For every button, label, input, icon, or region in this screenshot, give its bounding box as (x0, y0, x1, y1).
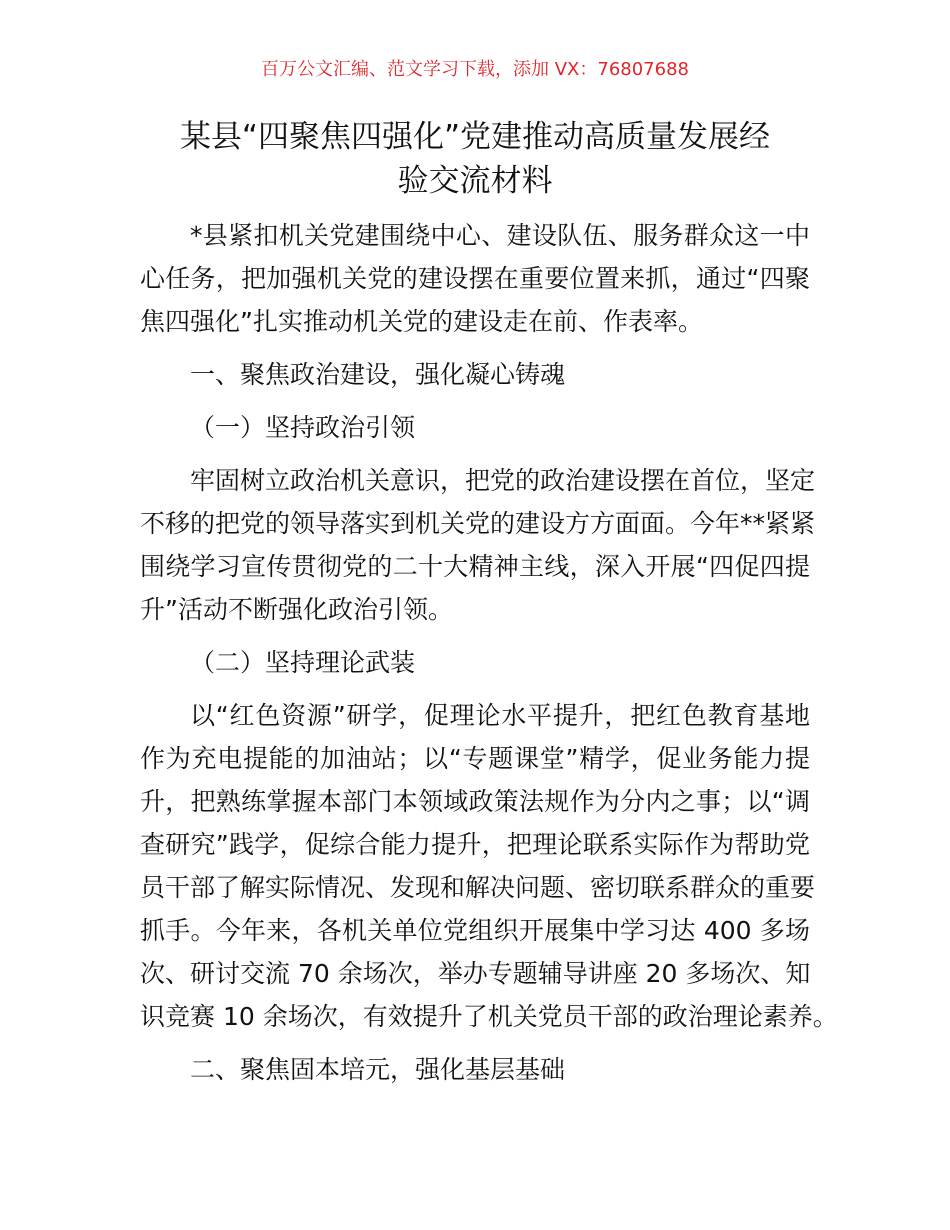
text-line: 员干部了解实际情况、发现和解决问题、密切联系群众的重要 (140, 873, 816, 902)
document-body (140, 214, 838, 1101)
text-line: 焦四强化”扎实推动机关党的建设走在前、作表率。 (140, 307, 703, 336)
text-line: 以“红色资源”研学，促理论水平提升，把红色教育基地 (190, 701, 810, 730)
text-line: 升”活动不断强化政治引领。 (140, 595, 453, 624)
text-line: 次、研讨交流 70 余场次，举办专题辅导讲座 20 多场次、知 (140, 959, 811, 988)
paragraph (140, 214, 810, 343)
title-line: 验交流材料 (397, 163, 553, 199)
text-line: 牢固树立政治机关意识，把党的政治建设摆在首位，坚定 (190, 466, 816, 495)
section-heading (140, 406, 810, 449)
title-line: 某县“四聚焦四强化”党建推动高质量发展经 (179, 119, 771, 155)
header-banner: 百万公文汇编、范文学习下载，添加 VX：76807688 (261, 59, 689, 80)
text-line: （一）坚持政治引领 (190, 413, 416, 442)
paragraph (140, 694, 838, 1038)
text-line: 不移的把党的领导落实到机关党的建设方方面面。今年**紧紧 (140, 509, 816, 538)
section-heading (140, 641, 810, 684)
text-line: 抓手。今年来，各机关单位党组织开展集中学习达 400 多场 (140, 916, 810, 945)
text-line: 心任务，把加强机关党的建设摆在重要位置来抓，通过“四聚 (140, 264, 810, 293)
text-line: （二）坚持理论武装 (190, 648, 416, 677)
text-line: 升，把熟练掌握本部门本领域政策法规作为分内之事；以“调 (140, 787, 810, 816)
text-line: 二、聚焦固本培元，强化基层基础 (190, 1055, 566, 1084)
text-line: 作为充电提能的加油站；以“专题课堂”精学，促业务能力提 (140, 744, 810, 773)
text-line: 一、聚焦政治建设，强化凝心铸魂 (190, 360, 566, 389)
section-heading (140, 353, 810, 396)
paragraph (140, 459, 816, 631)
text-line: 识竞赛 10 余场次，有效提升了机关党员干部的政治理论素养。 (140, 1002, 838, 1031)
text-line: *县紧扣机关党建围绕中心、建设队伍、服务群众这一中 (190, 221, 810, 250)
text-line: 围绕学习宣传贯彻党的二十大精神主线，深入开展“四促四提 (140, 552, 810, 581)
document-title (140, 115, 810, 203)
section-heading (140, 1048, 810, 1091)
text-line: 查研究”践学，促综合能力提升，把理论联系实际作为帮助党 (140, 830, 810, 859)
